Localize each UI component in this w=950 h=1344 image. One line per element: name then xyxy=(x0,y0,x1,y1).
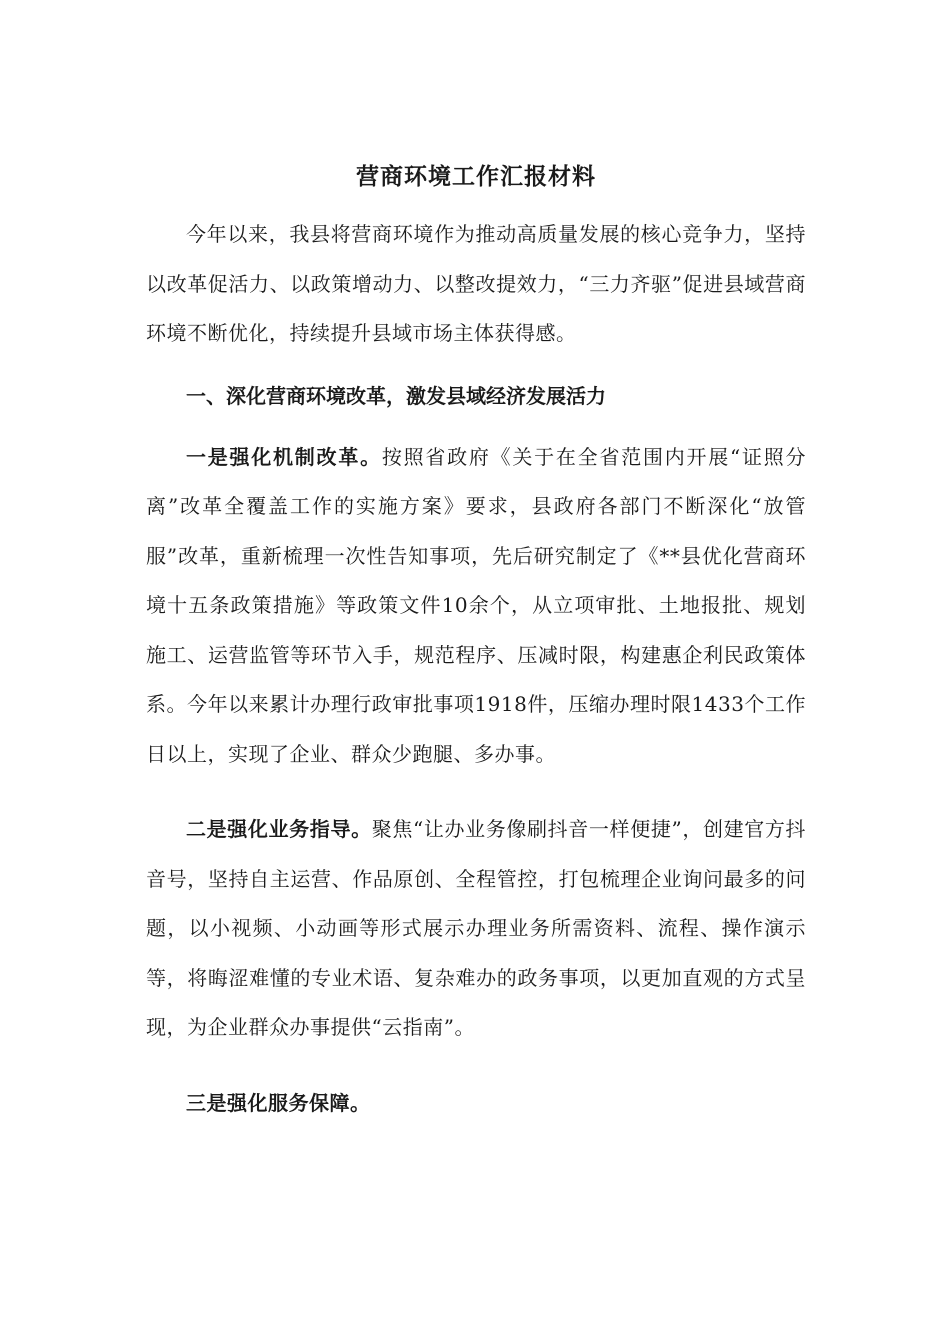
item-paragraph-3 xyxy=(146,1079,806,1129)
item-lead-2: 二是强化业务指导。 xyxy=(186,817,372,841)
item-lead-1: 一是强化机制改革。 xyxy=(186,444,382,469)
document-page xyxy=(146,158,806,1128)
document-title: 营商环境工作汇报材料 xyxy=(356,163,596,190)
section-heading-1: 一、深化营商环境改革，激发县域经济发展活力 xyxy=(186,383,606,408)
item-lead-3: 三是强化服务保障。 xyxy=(186,1090,371,1115)
item-paragraph-1 xyxy=(146,433,806,780)
item-text-2: 聚焦“让办业务像刷抖音一样便捷”，创建官方抖音号，坚持自主运营、作品原创、全程管控，打包梳理企业询问最多的问题，以小视频、小动画等形式展示办理业务所需资料、流程、操作演示等，将晦涩难懂的专业术语、复杂难办的政务事项，以更加直观的方式呈现，为企业群众办事提供“云指南”。 xyxy=(146,817,807,1039)
item-text-1: 按照省政府《关于在全省范围内开展“证照分离”改革全覆盖工作的实施方案》要求，县政府各部门不断深化“放管服”改革，重新梳理一次性告知事项，先后研究制定了《**县优化营商环境十五条政策措施》等政策文件10余个，从立项审批、土地报批、规划施工、运营监管等环节入手，规范程序、压减时限，构建惠企利民政策体系。今年以来累计办理行政审批事项1918件，压缩办理时限1433个工作日以上，实现了企业、群众少跑腿、多办事。 xyxy=(146,444,806,766)
intro-paragraph: 今年以来，我县将营商环境作为推动高质量发展的核心竞争力，坚持以改革促活力、以政策增动力、以整改提效力，“三力齐驱”促进县域营商环境不断优化，持续提升县域市场主体获得感。 xyxy=(146,222,806,345)
item-paragraph-2 xyxy=(146,805,806,1053)
